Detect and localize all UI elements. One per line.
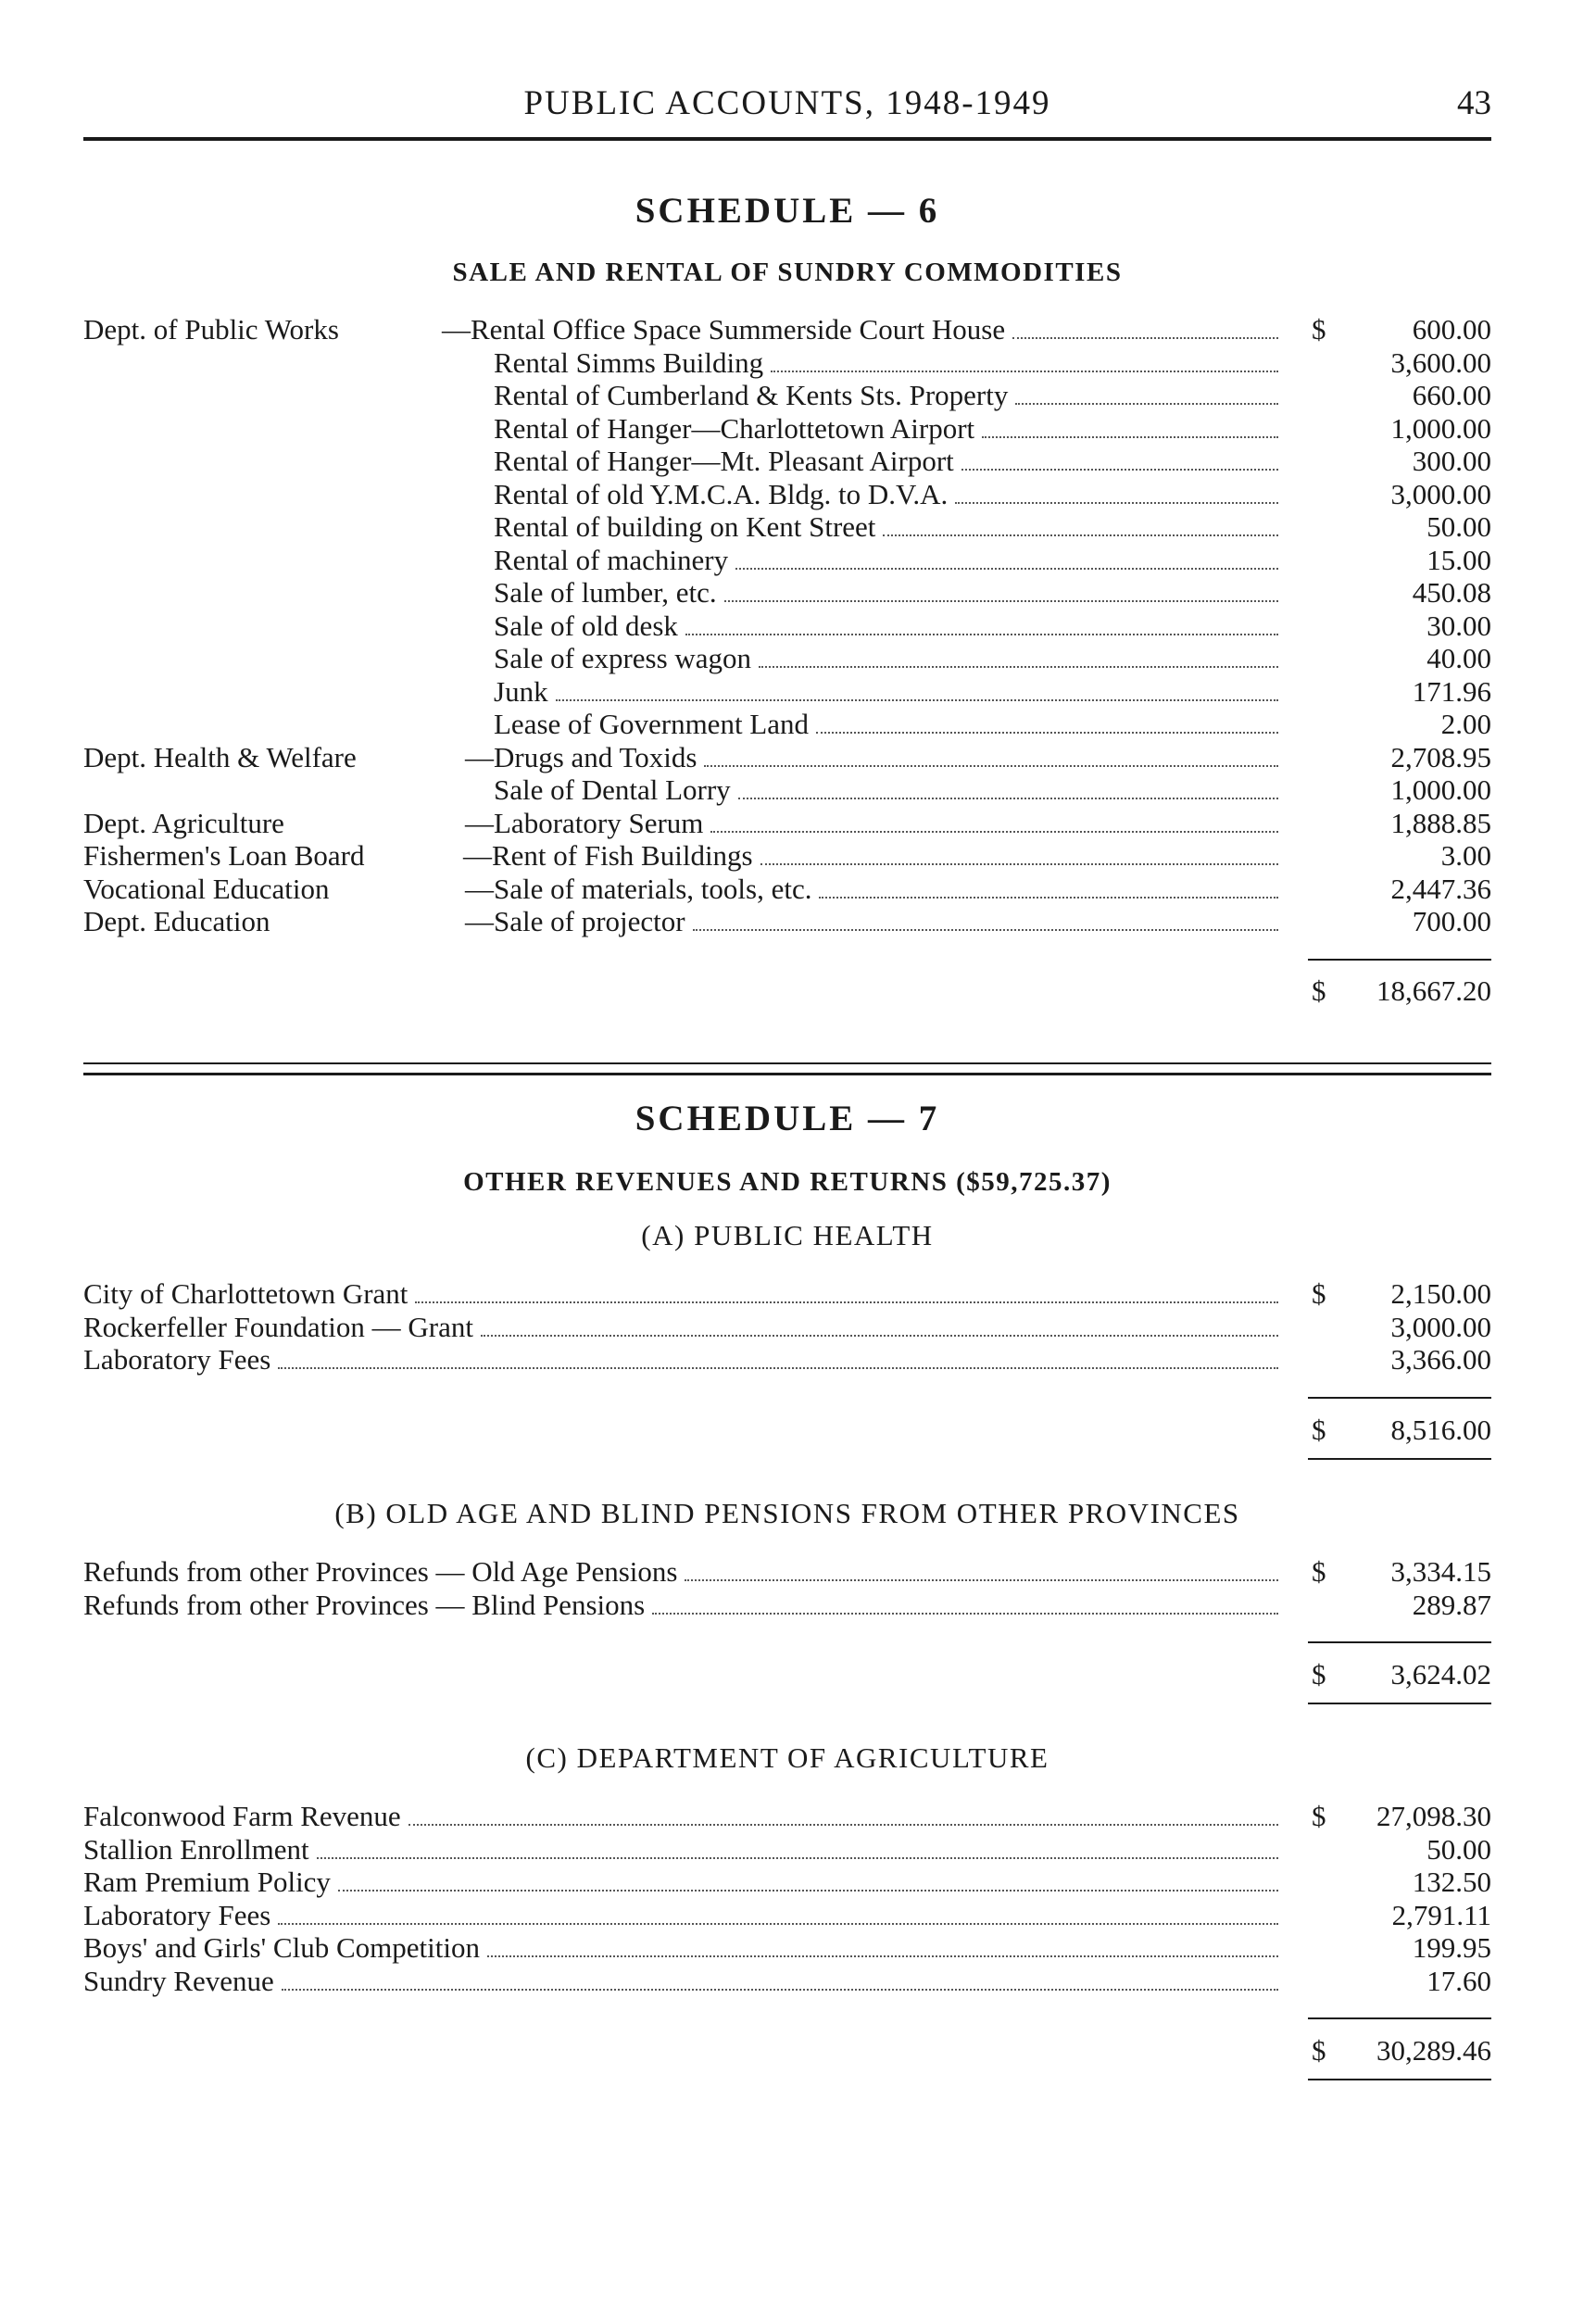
line-item-label: Refunds from other Provinces — Old Age Pensions (83, 1555, 678, 1588)
line-item-amount: 300.00 (1412, 445, 1491, 477)
schedule-6-row (83, 379, 1491, 412)
schedule-6-row (83, 741, 1491, 774)
line-item (494, 478, 1278, 511)
dot-leader (982, 436, 1278, 438)
line-item (494, 379, 1278, 412)
line-item (494, 675, 1278, 709)
schedule-7-row (83, 1800, 1491, 1833)
line-item-label: Ram Premium Policy (83, 1866, 331, 1898)
line-item (83, 1311, 1278, 1344)
line-item-label: Rental of old Y.M.C.A. Bldg. to D.V.A. (494, 477, 949, 510)
schedule-6-row (83, 478, 1491, 511)
dot-leader (738, 798, 1278, 799)
schedule-6-total: 18,667.20 (1376, 974, 1491, 1007)
section-heading: (A) PUBLIC HEALTH (641, 1219, 934, 1251)
line-item-label: Sale of lumber, etc. (494, 576, 717, 609)
schedule-6-row (83, 445, 1491, 478)
line-item (465, 741, 1278, 774)
page-header-title: PUBLIC ACCOUNTS, 1948-1949 (523, 84, 1051, 122)
line-item (83, 1277, 1278, 1311)
section-total-row (83, 2034, 1491, 2067)
line-item-label: Rental of machinery (494, 543, 729, 576)
line-item (83, 1931, 1278, 1965)
section-heading: (B) OLD AGE AND BLIND PENSIONS FROM OTHER PROVINCES (334, 1497, 1240, 1529)
schedule-7-subtitle: OTHER REVENUES AND RETURNS ($59,725.37) (463, 1167, 1112, 1197)
schedule-6-row (83, 873, 1491, 906)
line-item-label: Sale of express wagon (494, 642, 752, 674)
line-item-label: —Sale of projector (465, 905, 685, 937)
total-currency: $ (1312, 974, 1326, 1007)
page-number: 43 (1457, 84, 1491, 122)
line-item (494, 773, 1278, 807)
schedule-6-row (83, 839, 1491, 873)
dot-leader (816, 732, 1278, 734)
line-item (494, 544, 1278, 577)
line-item-amount: 660.00 (1412, 379, 1491, 411)
line-item-amount: 2,447.36 (1390, 872, 1491, 905)
schedule-6-row (83, 773, 1491, 807)
schedule-7-row (83, 1343, 1491, 1376)
schedule-6-row (83, 346, 1491, 380)
line-item-amount: 171.96 (1412, 674, 1491, 708)
line-item-amount: 2.00 (1440, 708, 1491, 740)
schedule-6-total-rule (1308, 959, 1491, 961)
line-item-label: Rockerfeller Foundation — Grant (83, 1310, 473, 1343)
department-label: Fishermen's Loan Board (83, 839, 365, 872)
line-item-label: Sale of Dental Lorry (494, 773, 731, 806)
line-item-label: Junk (494, 674, 548, 708)
line-item (494, 642, 1278, 675)
line-item-label: Refunds from other Provinces — Blind Pensions (83, 1588, 646, 1621)
line-item (494, 445, 1278, 478)
dot-leader (724, 600, 1278, 602)
line-item-amount: 3.00 (1440, 839, 1491, 872)
line-item (463, 839, 1278, 873)
line-item-label: —Drugs and Toxids (465, 740, 697, 773)
line-item-amount: 3,334.15 (1390, 1555, 1491, 1588)
dot-leader (735, 568, 1278, 570)
schedule-separator (83, 1062, 1491, 1075)
line-item-label: Lease of Government Land (494, 708, 810, 740)
dot-leader (704, 765, 1278, 767)
schedule-6-row (83, 610, 1491, 643)
department-label: Dept. of Public Works (83, 313, 339, 346)
section-total-row (83, 1414, 1491, 1447)
section-total-row (83, 1658, 1491, 1691)
line-item-amount: 40.00 (1426, 642, 1491, 674)
department-label: Dept. Health & Welfare (83, 740, 357, 773)
line-item-amount: 27,098.30 (1376, 1800, 1491, 1832)
line-item-label: Stallion Enrollment (83, 1832, 309, 1866)
section-total-rule (1308, 2017, 1491, 2019)
schedule-7-row (83, 1965, 1491, 1998)
dot-leader (685, 1579, 1278, 1581)
line-item-amount: 700.00 (1412, 905, 1491, 937)
dot-leader (317, 1857, 1278, 1859)
document-page (83, 0, 1491, 2300)
dot-leader (771, 371, 1278, 372)
line-item (494, 576, 1278, 610)
schedule-7-row (83, 1277, 1491, 1311)
line-item (494, 708, 1278, 741)
dot-leader (961, 469, 1278, 471)
currency-symbol: $ (1312, 1800, 1326, 1832)
dot-leader (883, 534, 1278, 536)
line-item (83, 1965, 1278, 1998)
dot-leader (481, 1335, 1278, 1337)
dot-leader (338, 1890, 1278, 1892)
dot-leader (819, 897, 1278, 899)
line-item (83, 1833, 1278, 1866)
section-total: 30,289.46 (1376, 2034, 1491, 2067)
line-item (83, 1899, 1278, 1932)
line-item-label: —Sale of materials, tools, etc. (465, 872, 812, 905)
dot-leader (278, 1923, 1278, 1925)
line-item-amount: 3,366.00 (1390, 1343, 1491, 1376)
dot-leader (415, 1301, 1278, 1303)
line-item-amount: 1,888.85 (1390, 806, 1491, 839)
schedule-6-subtitle: SALE AND RENTAL OF SUNDRY COMMODITIES (452, 258, 1123, 287)
section-total-underline (1308, 2079, 1491, 2080)
line-item-amount: 17.60 (1426, 1964, 1491, 1997)
schedule-6-row (83, 642, 1491, 675)
department-label: Vocational Education (83, 872, 330, 905)
schedule-6-row (83, 807, 1491, 840)
dot-leader (693, 929, 1278, 931)
section-total: 8,516.00 (1390, 1413, 1491, 1446)
schedule-7-row (83, 1931, 1491, 1965)
line-item-amount: 1,000.00 (1390, 411, 1491, 445)
department-label: Dept. Agriculture (83, 806, 284, 839)
section-total-underline (1308, 1458, 1491, 1460)
schedule-6-row (83, 576, 1491, 610)
line-item-label: Falconwood Farm Revenue (83, 1800, 401, 1832)
line-item-label: City of Charlottetown Grant (83, 1277, 408, 1310)
line-item-amount: 15.00 (1426, 543, 1491, 576)
line-item-amount: 50.00 (1426, 1832, 1491, 1866)
line-item (494, 610, 1278, 643)
dot-leader (710, 831, 1278, 833)
line-item (494, 346, 1278, 380)
line-item-label: Rental Simms Building (494, 346, 764, 379)
line-item (83, 1343, 1278, 1376)
schedule-7-row (83, 1866, 1491, 1899)
line-item-amount: 2,791.11 (1391, 1898, 1491, 1931)
line-item-label: —Rental Office Space Summerside Court House (442, 313, 1006, 346)
schedule-6-row (83, 510, 1491, 544)
line-item (494, 412, 1278, 446)
line-item-amount: 1,000.00 (1390, 773, 1491, 806)
line-item-amount: 3,600.00 (1390, 346, 1491, 379)
schedule-6-row (83, 412, 1491, 446)
line-item (83, 1555, 1278, 1589)
schedule-6-row (83, 313, 1491, 346)
section-heading: (C) DEPARTMENT OF AGRICULTURE (525, 1741, 1049, 1774)
line-item-amount: 3,000.00 (1390, 1310, 1491, 1343)
line-item-label: Boys' and Girls' Club Competition (83, 1931, 480, 1964)
schedule-7-row (83, 1833, 1491, 1866)
currency-symbol: $ (1312, 313, 1326, 346)
section-total-rule (1308, 1641, 1491, 1643)
dot-leader (282, 1989, 1278, 1991)
currency-symbol: $ (1312, 1277, 1326, 1310)
header-rule (83, 137, 1491, 141)
line-item (465, 807, 1278, 840)
schedule-6-title: SCHEDULE — 6 (635, 191, 940, 231)
line-item-amount: 600.00 (1412, 313, 1491, 346)
dot-leader (955, 502, 1278, 504)
schedule-6-row (83, 708, 1491, 741)
dot-leader (652, 1613, 1278, 1615)
schedule-7-row (83, 1589, 1491, 1622)
schedule-7-row (83, 1311, 1491, 1344)
section-total-rule (1308, 1397, 1491, 1399)
dot-leader (685, 634, 1278, 635)
line-item-amount: 450.08 (1412, 576, 1491, 609)
line-item-label: Sale of old desk (494, 609, 678, 642)
line-item-label: Laboratory Fees (83, 1898, 271, 1931)
line-item-amount: 50.00 (1426, 510, 1491, 543)
schedule-6-row (83, 905, 1491, 938)
line-item-amount: 2,150.00 (1390, 1277, 1491, 1310)
department-label: Dept. Education (83, 905, 270, 937)
schedule-6-total-row (83, 974, 1491, 1008)
line-item (83, 1800, 1278, 1833)
line-item-label: Laboratory Fees (83, 1343, 271, 1376)
line-item (465, 873, 1278, 906)
line-item-amount: 199.95 (1412, 1931, 1491, 1964)
total-currency: $ (1312, 1413, 1326, 1446)
schedule-7-row (83, 1899, 1491, 1932)
dot-leader (408, 1824, 1278, 1826)
line-item-label: —Rent of Fish Buildings (463, 839, 753, 872)
line-item (465, 905, 1278, 938)
line-item (83, 1866, 1278, 1899)
dot-leader (487, 1955, 1278, 1957)
schedule-7-row (83, 1555, 1491, 1589)
dot-leader (1015, 403, 1278, 405)
line-item-label: Rental of Cumberland & Kents Sts. Property (494, 379, 1009, 411)
line-item (442, 313, 1278, 346)
dot-leader (278, 1367, 1278, 1369)
line-item-label: Rental of Hanger—Mt. Pleasant Airport (494, 445, 954, 477)
dot-leader (556, 699, 1278, 701)
currency-symbol: $ (1312, 1555, 1326, 1588)
line-item-label: Sundry Revenue (83, 1964, 274, 1997)
line-item-amount: 132.50 (1412, 1866, 1491, 1898)
total-currency: $ (1312, 2034, 1326, 2067)
section-total-underline (1308, 1703, 1491, 1704)
dot-leader (760, 863, 1278, 865)
dot-leader (759, 666, 1278, 668)
line-item-label: —Laboratory Serum (465, 806, 704, 839)
schedule-6-row (83, 675, 1491, 709)
line-item (494, 510, 1278, 544)
schedule-6-row (83, 544, 1491, 577)
total-currency: $ (1312, 1658, 1326, 1690)
line-item-label: Rental of building on Kent Street (494, 510, 876, 543)
line-item (83, 1589, 1278, 1622)
line-item-label: Rental of Hanger—Charlottetown Airport (494, 411, 975, 445)
line-item-amount: 30.00 (1426, 609, 1491, 642)
dot-leader (1012, 337, 1278, 339)
schedule-7-title: SCHEDULE — 7 (635, 1099, 940, 1138)
line-item-amount: 289.87 (1412, 1588, 1491, 1621)
line-item-amount: 2,708.95 (1390, 740, 1491, 773)
section-total: 3,624.02 (1390, 1658, 1491, 1690)
line-item-amount: 3,000.00 (1390, 477, 1491, 510)
